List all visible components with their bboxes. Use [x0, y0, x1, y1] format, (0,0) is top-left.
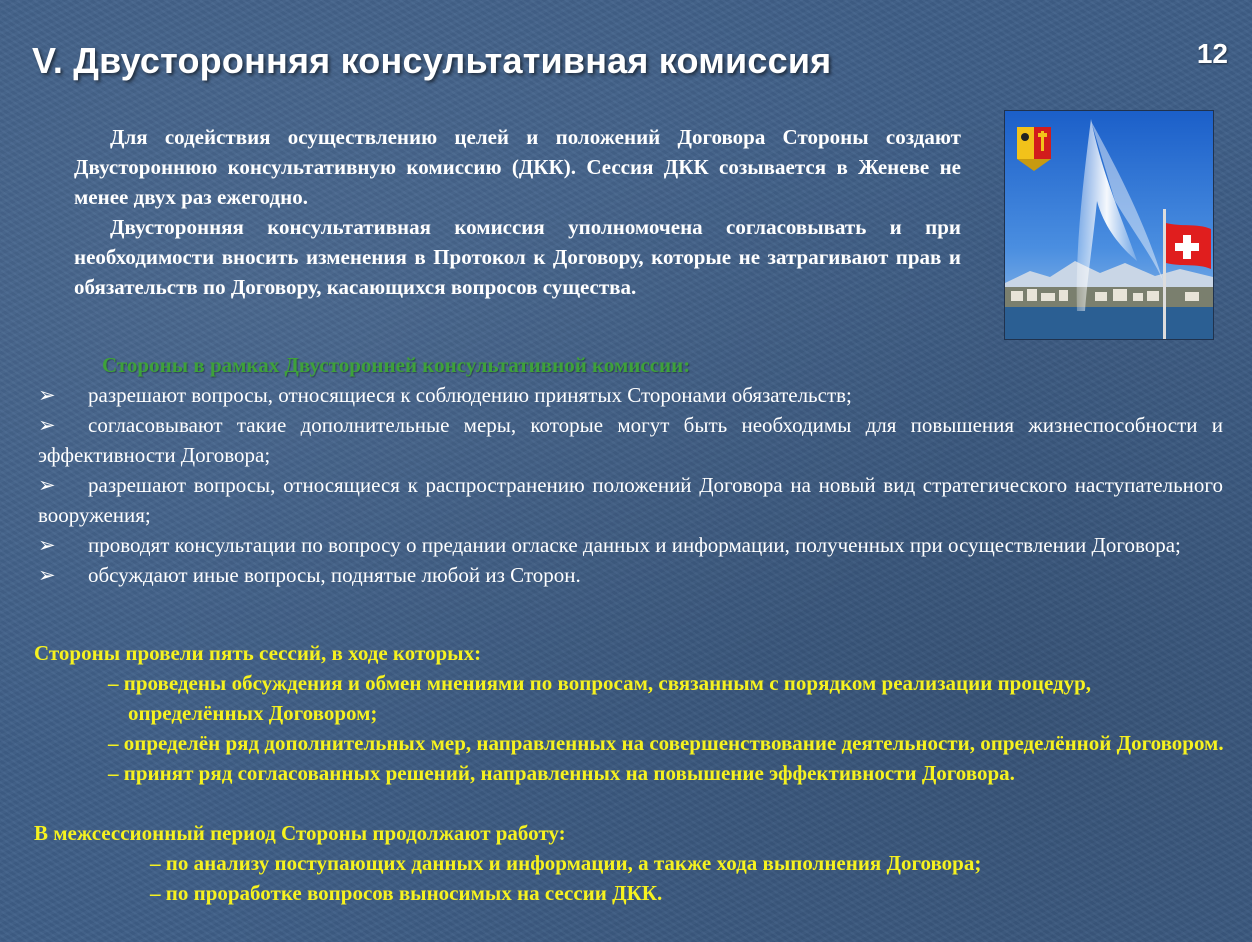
intro-paragraph-2: Двусторонняя консультативная комиссия уполномочена согласовывать и при необходимости вносить изменения в Протокол к Договору, которые не затрагивают прав и обязательств по Договору, касающихся вопросов существа.: [74, 215, 961, 299]
intersession-item: – по анализу поступающих данных и информации, а также хода выполнения Договора;: [150, 851, 982, 875]
list-item: [38, 560, 1223, 590]
list-item-text: проводят консультации по вопросу о предании огласке данных и информации, полученных при осуществлении Договора;: [88, 533, 1181, 557]
arrow-bullet-icon: ➢: [38, 563, 56, 587]
arrow-bullet-icon: ➢: [38, 383, 56, 407]
session-item: – определён ряд дополнительных мер, направленных на совершенствование деятельности, определённой Договором.: [108, 731, 1224, 755]
list-item-text: разрешают вопросы, относящиеся к соблюдению принятых Сторонами обязательств;: [88, 383, 852, 407]
page-number: 12: [1196, 38, 1228, 69]
intro-paragraph-1: Для содействия осуществлению целей и положений Договора Стороны создают Двустороннюю консультативную комиссию (ДКК). Сессия ДКК созывается в Женеве не менее двух раз ежегодно.: [74, 125, 961, 209]
session-item: – проведены обсуждения и обмен мнениями по вопросам, связанным с порядком реализации процедур, определённых Договором;: [108, 671, 1092, 725]
flag-pole: [1163, 209, 1166, 339]
parties-section: [38, 350, 1223, 590]
list-item-text: разрешают вопросы, относящиеся к распространению положений Договора на новый вид стратегического наступательного вооружения;: [38, 473, 1223, 527]
session-item: – принят ряд согласованных решений, направленных на повышение эффективности Договора.: [108, 761, 1015, 785]
sessions-heading: Стороны провели пять сессий, в ходе которых:: [34, 641, 482, 665]
geneva-fountain-photo: [1004, 110, 1214, 340]
list-item: [38, 470, 1223, 530]
intro-text: [74, 122, 961, 302]
parties-heading: Стороны в рамках Двусторонней консультативной комиссии:: [102, 353, 691, 377]
slide-title: V. Двусторонняя консультативная комиссия: [32, 40, 832, 81]
list-item-text: согласовывают такие дополнительные меры, которые могут быть необходимы для повышения жизнеспособности и эффективности Договора;: [38, 413, 1223, 467]
list-item: [38, 410, 1223, 470]
swiss-flag-icon: [1166, 223, 1211, 269]
list-item-text: обсуждают иные вопросы, поднятые любой из Сторон.: [88, 563, 581, 587]
lake: [1005, 307, 1213, 339]
arrow-bullet-icon: ➢: [38, 413, 56, 437]
arrow-bullet-icon: ➢: [38, 533, 56, 557]
sessions-section: [34, 638, 1229, 908]
list-item: [38, 380, 1223, 410]
intersession-item: – по проработке вопросов выносимых на сессии ДКК.: [150, 881, 663, 905]
intersession-heading: В межсессионный период Стороны продолжают работу:: [34, 821, 566, 845]
arrow-bullet-icon: ➢: [38, 473, 56, 497]
list-item: [38, 530, 1223, 560]
